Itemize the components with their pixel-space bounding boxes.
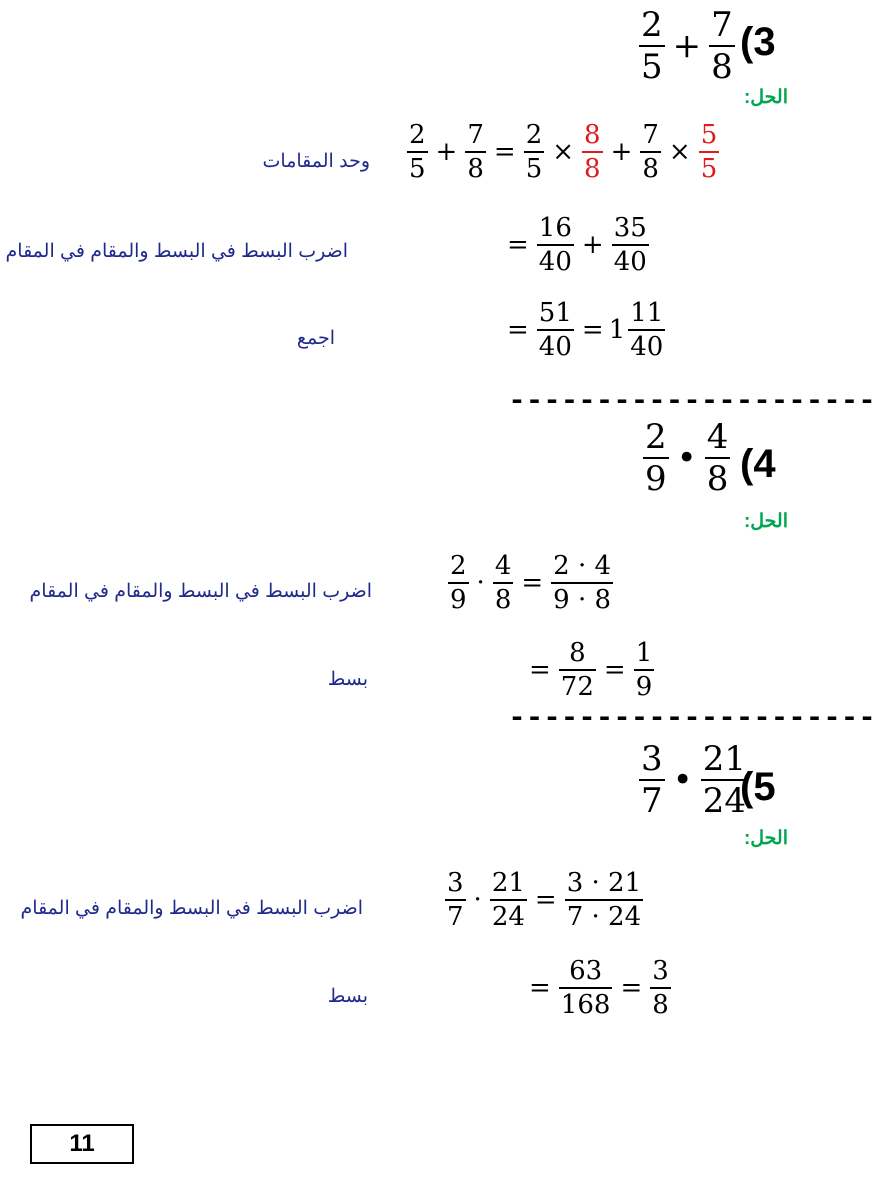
q5-problem: $\frac{3}{7}$ • $\frac{21}{24}$ bbox=[641, 739, 746, 821]
separator: --------------------- bbox=[508, 385, 876, 419]
q4-step-1: $\frac{2}{9}$ · $\frac{4}{8}$ = $\frac{2 \cdot 4}{9 \cdot 8}$ bbox=[450, 551, 612, 615]
q4-number: (4 bbox=[740, 442, 776, 486]
q3-step-2-explanation: اضرب البسط في البسط والمقام في المقام bbox=[5, 241, 348, 262]
q5-step-1-explanation: اضرب البسط في البسط والمقام في المقام bbox=[20, 898, 363, 919]
q3-number: (3 bbox=[740, 20, 776, 64]
q3-step-1-explanation: وحد المقامات bbox=[262, 151, 370, 172]
fraction: $\frac{2}{5}$ bbox=[641, 5, 663, 87]
q4-solution-label: الحل: bbox=[743, 511, 788, 532]
q5-step-1: $\frac{3}{7}$ · $\frac{21}{24}$ = $\frac{3 \cdot 21}{7 \cdot 24}$ bbox=[447, 868, 642, 932]
q4-step-1-explanation: اضرب البسط في البسط والمقام في المقام bbox=[29, 581, 372, 602]
q5-solution-label: الحل: bbox=[743, 828, 788, 849]
q3-problem: $\frac{2}{5}$ + $\frac{7}{8}$ bbox=[641, 5, 733, 87]
separator: --------------------- bbox=[508, 702, 876, 736]
q3-step-3: = $\frac{51}{40}$ = 1 $\frac{11}{40}$ bbox=[507, 298, 664, 362]
q5-step-2: = $\frac{63}{168}$ = $\frac{3}{8}$ bbox=[529, 956, 669, 1020]
q4-step-2-explanation: بسط bbox=[327, 669, 368, 690]
page-number: 11 bbox=[30, 1124, 134, 1164]
q3-step-2: = $\frac{16}{40}$ + $\frac{35}{40}$ bbox=[507, 213, 647, 277]
q4-step-2: = $\frac{8}{72}$ = $\frac{1}{9}$ bbox=[529, 638, 653, 702]
fraction: $\frac{7}{8}$ bbox=[711, 5, 733, 87]
q5-step-2-explanation: بسط bbox=[327, 986, 368, 1007]
q3-step-1: $\frac{2}{5}$ + $\frac{7}{8}$ = $\frac{2}{5}$ × $\frac{8}{8}$ + $\frac{7}{8}$ × $\frac{5}{5}$ bbox=[409, 120, 718, 184]
q5-number: (5 bbox=[740, 765, 776, 809]
q3-solution-label: الحل: bbox=[743, 87, 788, 108]
q4-problem: $\frac{2}{9}$ • $\frac{4}{8}$ bbox=[645, 417, 729, 499]
q3-step-3-explanation: اجمع bbox=[296, 328, 335, 349]
